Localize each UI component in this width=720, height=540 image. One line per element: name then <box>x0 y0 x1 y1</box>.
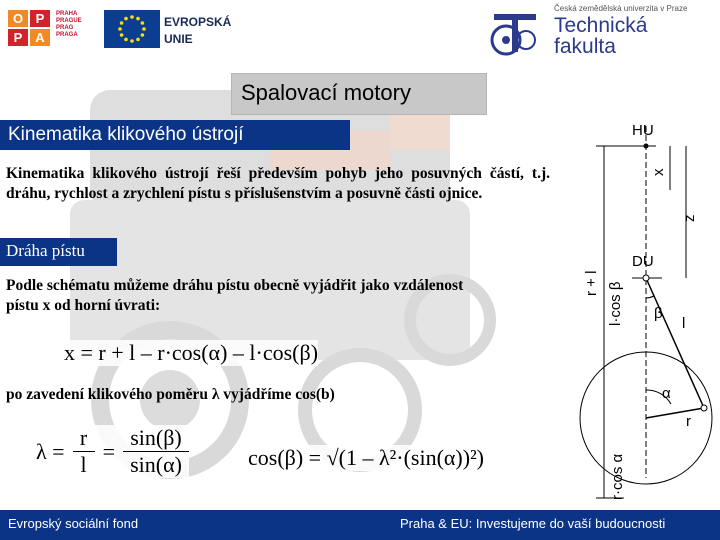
footer-right-text: Praha & EU: Investujeme do vaší budoucnosti <box>400 516 666 531</box>
lambda-formula-equals: = <box>102 438 115 464</box>
eu-label-line: EVROPSKÁ <box>164 15 232 29</box>
slide-title: Spalovací motory <box>241 80 411 105</box>
eu-label <box>164 14 231 48</box>
lambda-paragraph: po zavedení klikového poměru λ vyjádříme cos(b) <box>6 386 335 403</box>
fraction-denominator: l <box>80 452 87 477</box>
z-label: z <box>681 214 698 222</box>
fraction-numerator: sin(β) <box>130 425 182 450</box>
hu-point <box>644 144 649 149</box>
lambda-formula-lhs: λ = <box>36 438 65 464</box>
opp-letter: P <box>8 29 28 46</box>
faculty-name-line: Technická <box>554 14 648 37</box>
fraction-sin-ratio <box>123 425 189 478</box>
connecting-rod-line <box>646 278 704 408</box>
beta-arc <box>646 296 654 298</box>
r-label: r <box>686 413 691 430</box>
fraction-denominator: sin(α) <box>130 452 182 477</box>
path-paragraph: Podle schématu můžeme dráhu pístu obecně vyjádřit jako vzdálenost pístu x od horní úvrati: <box>6 277 464 314</box>
eu-flag-icon <box>104 10 160 48</box>
university-name: Česká zemědělská univerzita v Praze <box>554 4 688 13</box>
crank-line <box>646 408 704 418</box>
l-label: l <box>682 315 686 332</box>
du-label: DU <box>632 253 654 270</box>
x-label: x <box>650 168 667 176</box>
eu-star-icon <box>141 33 145 37</box>
eu-star-icon <box>136 38 140 42</box>
eu-star-icon <box>120 21 124 25</box>
l-cos-beta-label: l·cos β <box>607 281 624 326</box>
eu-star-icon <box>142 27 146 31</box>
eu-star-icon <box>120 33 124 37</box>
praha-line: PRAG <box>56 25 74 31</box>
eu-star-icon <box>124 17 128 21</box>
eu-star-icon <box>124 38 128 42</box>
opp-letter: P <box>30 10 50 27</box>
beta-label: β <box>654 305 663 322</box>
opp-letter: A <box>30 29 50 46</box>
praha-line: PRAGUE <box>56 18 82 24</box>
crank-mechanism-diagram <box>578 118 720 504</box>
lambda-formula <box>36 425 189 478</box>
eu-star-icon <box>141 21 145 25</box>
fraction-r-over-l <box>73 425 95 478</box>
praha-line: PRAGA <box>56 32 78 38</box>
piston-path-formula: x = r + l – r·cos(α) – l·cos(β) <box>64 340 319 365</box>
eu-label-line: UNIE <box>164 32 193 46</box>
footer-left-text: Evropský sociální fond <box>8 516 139 531</box>
slide-subtitle: Kinematika klikového ústrojí <box>8 124 244 145</box>
technicka-fakulta-logo-icon <box>486 6 544 58</box>
opp-logo <box>8 10 52 48</box>
eu-star-icon <box>130 15 134 19</box>
fraction-numerator: r <box>79 425 88 450</box>
section-heading: Dráha pístu <box>6 241 85 260</box>
eu-star-icon <box>130 39 134 43</box>
opp-letter: O <box>8 10 28 27</box>
piston-pin-point <box>643 275 649 281</box>
praha-line: PRAHA <box>56 11 78 17</box>
eu-star-icon <box>118 27 122 31</box>
alpha-label: α <box>662 385 671 402</box>
r-cos-alpha-label: r·cos α <box>609 453 626 500</box>
r-plus-l-label: r + l <box>583 270 600 296</box>
cos-beta-formula: cos(β) = √(1 – λ²·(sin(α))²) <box>248 445 484 470</box>
intro-paragraph: Kinematika klikového ústrojí řeší především pohyb jeho posuvných částí, t.j. dráhu, rychlost a zrychlení pístu s příslušenstvím a posuvně části ojnice. <box>6 165 550 202</box>
eu-star-icon <box>136 17 140 21</box>
crank-pin-point <box>701 405 707 411</box>
faculty-name-line: fakulta <box>554 35 616 58</box>
faculty-name <box>554 15 647 57</box>
praha-logo-text <box>56 11 100 49</box>
hu-label: HU <box>632 122 654 139</box>
